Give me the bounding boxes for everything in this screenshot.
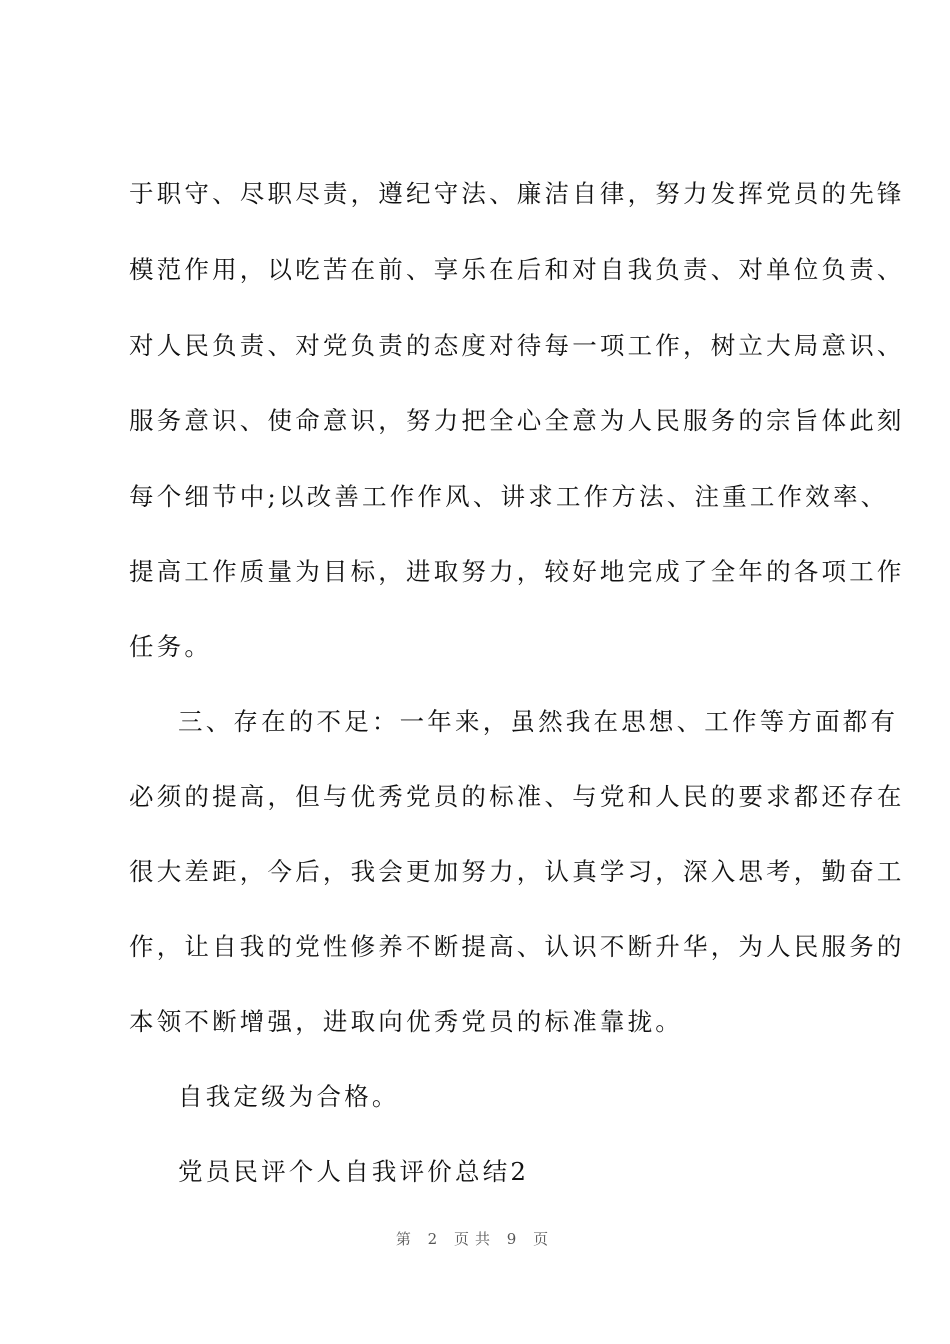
paragraph-line: 提高工作质量为目标，进取努力，较好地完成了全年的各项工作 bbox=[129, 557, 905, 586]
paragraph-line: 很大差距，今后，我会更加努力，认真学习，深入思考，勤奋工 bbox=[129, 857, 905, 886]
self-rating-line: 自我定级为合格。 bbox=[178, 1082, 400, 1111]
paragraph-line: 任务。 bbox=[129, 632, 213, 661]
paragraph-line: 作，让自我的党性修养不断提高、认识不断升华，为人民服务的 bbox=[129, 932, 905, 961]
section-three-heading-line: 三、存在的不足：一年来，虽然我在思想、工作等方面都有 bbox=[178, 707, 899, 736]
next-section-title: 党员民评个人自我评价总结2 bbox=[178, 1157, 530, 1186]
paragraph-line: 本领不断增强，进取向优秀党员的标准靠拢。 bbox=[129, 1007, 683, 1036]
paragraph-line: 对人民负责、对党负责的态度对待每一项工作，树立大局意识、 bbox=[129, 331, 905, 360]
paragraph-line: 每个细节中;以改善工作作风、讲求工作方法、注重工作效率、 bbox=[129, 482, 889, 511]
paragraph-line: 必须的提高，但与优秀党员的标准、与党和人民的要求都还存在 bbox=[129, 782, 905, 811]
paragraph-line: 于职守、尽职尽责，遵纪守法、廉洁自律，努力发挥党员的先锋 bbox=[129, 179, 905, 208]
paragraph-line: 模范作用，以吃苦在前、享乐在后和对自我负责、对单位负责、 bbox=[129, 255, 905, 284]
paragraph-line: 服务意识、使命意识，努力把全心全意为人民服务的宗旨体此刻 bbox=[129, 406, 905, 435]
page-number-footer: 第 2 页共 9 页 bbox=[395, 1230, 555, 1248]
